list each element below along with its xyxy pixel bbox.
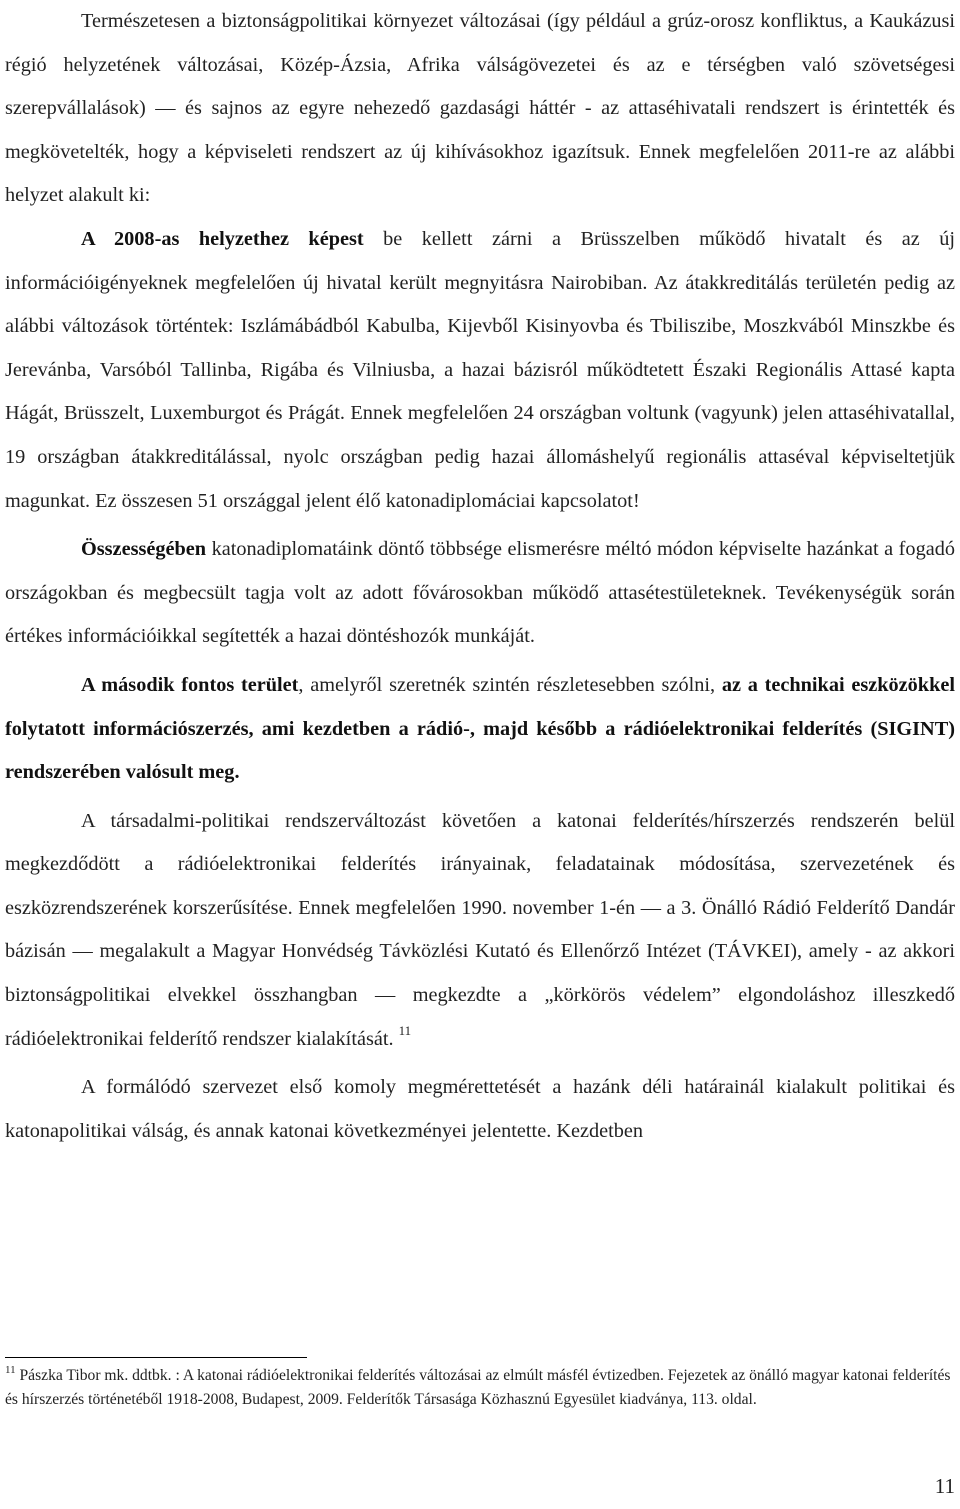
paragraph-1 [5,0,955,218]
bold-text: az a technikai eszközökkel folytatott információszerzés, ami kezdetben a rádió-, majd később a rádióelektronikai felderítés (SIGINT) rendszerében valósult meg. [5,673,956,784]
paragraph-5 [5,800,955,1062]
footnote-text: Pászka Tibor mk. ddtbk. : A katonai rádióelektronikai felderítés változásai az elmúlt másfél évtizedben. Fejezetek az önálló magyar katonai felderítés és hírszerzés történetéből 1918-2008, Budapest, 2009. Felderítők Társasága Közhasznú Egyesület kiadványa, 113. oldal. [5,1367,951,1408]
footnote-marker: 11 [5,1364,16,1376]
paragraph-2 [5,218,955,523]
footnote-separator [5,1357,307,1358]
paragraph-4 [5,664,955,795]
footnote [5,1364,955,1412]
paragraph-list [5,0,955,1153]
bold-text: A 2008-as helyzethez képest [81,227,364,250]
text-run: A formálódó szervezet első komoly megmérettetését a hazánk déli határainál kialakult politikai és katonapolitikai válság, és annak katonai következményei jelentette. Kezdetben [5,1076,955,1142]
text-run: be kellett zárni a Brüsszelben működő hivatalt és az új információigényeknek megfelelően új hivatal került megnyitásra Nairobiban. Az átakkreditálás területén pedig az alábbi változások történtek: Iszlámábádból Kabulba, Kijevből Kisinyovba és Tbiliszibe, Moszkvából Minszkbe és Jerevánba, Varsóból Tallinba, Rigába és Vilniusba, a hazai bázisról működtetett Északi Regionális Attasé kapta Hágát, Brüsszelt, Luxemburgot és Prágát. Ennek megfelelően 24 országban voltunk (vagyunk) jelen attaséhivatallal, 19 országban átakkreditálással, nyolc országban pedig hazai állomáshelyű regionális attaséval képviseltetjük magunkat. Ez összesen 51 országgal jelent élő katonadiplomáciai kapcsolatot! [5,227,955,512]
text-run: Természetesen a biztonságpolitikai környezet változásai (így például a grúz-orosz konfliktus, a Kaukázusi régió helyzetének változásai, Közép-Ázsia, Afrika válságövezetei és az e térségben való szövetségesi szerepvállalások) ― és sajnos az egyre nehezedő gazdasági háttér - az attaséhivatali rendszert is érintették és megkövetelték, hogy a képviseleti rendszert az új kihívásokhoz igazítsuk. Ennek megfelelően 2011-re az alábbi helyzet alakult ki: [5,10,955,207]
document-body [5,0,955,1153]
bold-text: A második fontos terület [81,673,299,696]
page-number: 11 [934,1474,955,1498]
text-run: A társadalmi-politikai rendszerváltozást követően a katonai felderítés/hírszerzés rendszerén belül megkezdődött a rádióelektronikai felderítés irányainak, feladatainak módosítása, szervezetének és eszközrendszerének korszerűsítése. Ennek megfelelően 1990. november 1-én ― a 3. Önálló Rádió Felderítő Dandár bázisán ― megalakult a Magyar Honvédség Távközlési Kutató és Ellenőrző Intézet (TÁVKEI), amely - az akkori biztonságpolitikai elvekkel összhangban ― megkezdte a „körkörös védelem” elgondoláshoz illeszkedő rádióelektronikai felderítő rendszer kialakítását. [5,809,955,1050]
footnote-reference: 11 [398,1022,412,1038]
text-run: katonadiplomatáink döntő többsége elismerésre méltó módon képviselte hazánkat a fogadó országokban és megbecsült tagja volt az adott fővárosokban működő attasétestületeknek. Tevékenységük során értékes információikkal segítették a hazai döntéshozók munkáját. [5,538,955,648]
paragraph-6 [5,1066,955,1153]
text-run: , amelyről szeretnék szintén részletesebben szólni, [298,673,722,696]
paragraph-3 [5,528,955,659]
bold-text: Összességében [81,538,207,561]
